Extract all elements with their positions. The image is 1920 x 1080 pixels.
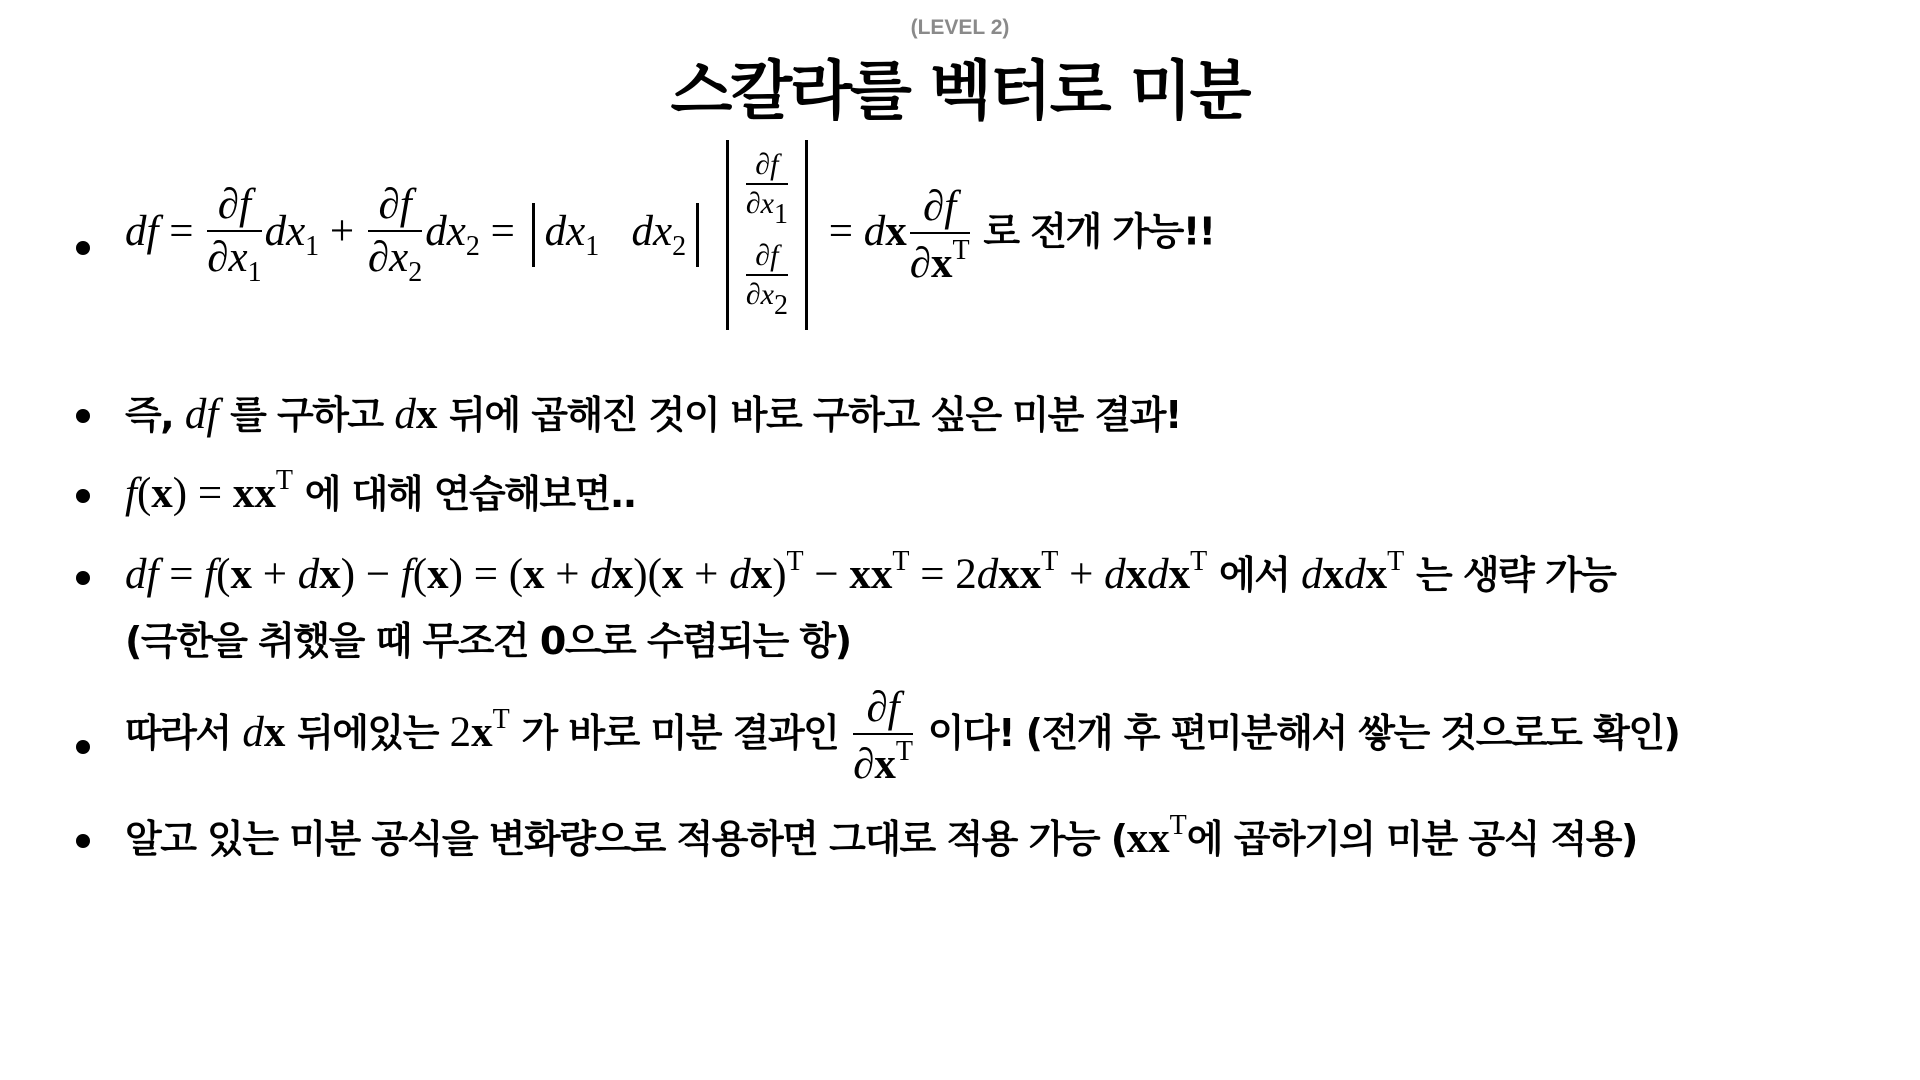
bullet-1-text: 로 전개 가능!! (983, 209, 1215, 254)
formula-df-expansion: df = $\frac{\partial f}{\partial x_1}$ $dx_1$ + $\frac{\partial f}{\partial x_2}$ $dx_2 = dx_1$ $dx_2$ ∂f ∂x1 ∂f ∂x2 = dx $\frac{\partial f}{\partial x^T}$ (125, 208, 983, 255)
level-label: (LEVEL 2) (910, 16, 1010, 39)
bullet-5-mid1: 뒤에있는 (297, 711, 438, 756)
bullet-2-mid: 를 구하고 (230, 393, 383, 437)
bullet-4 (125, 544, 1615, 599)
math-df-dxT: $\frac{\partial f}{\partial x^T}$ (853, 684, 913, 789)
bullet-6-pre: 알고 있는 미분 공식을 변화량으로 적용하면 그대로 적용 가능 ( (125, 817, 1127, 861)
bullet-3 (125, 463, 636, 518)
bullet-dot (76, 571, 90, 585)
fraction: $\frac{\partial f}{\partial x_1}$ (207, 180, 262, 289)
bullet-1 (125, 140, 1215, 330)
bullet-dot (76, 409, 90, 423)
formula-f-of-x: $f(x) = xx^T$ (125, 465, 293, 517)
bullet-2 (125, 384, 1181, 439)
bullet-dot (76, 489, 90, 503)
bullet-2-post: 뒤에 곱해진 것이 바로 구하고 싶은 미분 결과! (449, 393, 1181, 437)
math-xxT: $xx^T$ (1126, 810, 1187, 862)
math-df: df (184, 391, 219, 438)
row-vector: $dx_1$ $dx_2$ (532, 203, 699, 267)
page-title: 스칼라를 벡터로 미분 (670, 55, 1250, 129)
bullet-dot (76, 740, 90, 754)
bullet-5-pre: 따라서 (125, 711, 231, 756)
fraction: $\frac{\partial f}{\partial x_2}$ (367, 180, 423, 289)
formula-df-difference: df = $f(x + dx) - f(x) = (x + dx)(x + dx)^T - xx^T = 2dxx^T$ + dxdx$^T$ (125, 546, 1208, 598)
bullet-5-post: 이다! (전개 후 편미분해서 쌓는 것으로도 확인) (927, 711, 1680, 756)
bullet-2-pre: 즉, (125, 393, 174, 437)
bullet-5-mid2: 가 바로 미분 결과인 (521, 711, 839, 756)
math-dx: dx (242, 709, 286, 757)
bullet-dot (76, 834, 90, 848)
column-vector: ∂f ∂x1 ∂f ∂x2 (726, 140, 808, 330)
fraction: $\frac{\partial f}{\partial x^T}$ (909, 182, 970, 287)
bullet-3-text: 에 대해 연습해보면.. (304, 472, 636, 516)
bullet-6-post: 에 곱하기의 미분 공식 적용) (1186, 817, 1637, 861)
math-2xT: $2x^T$ (449, 704, 510, 757)
bullet-5 (125, 684, 1679, 789)
bullet-4-mid: 에서 (1218, 553, 1290, 597)
math-dx: dx (394, 391, 438, 438)
bullet-4-line-2: (극한을 취했을 때 무조건 0으로 수렴되는 항) (125, 619, 851, 663)
bullet-dot (76, 241, 90, 255)
bullet-4-post: 는 생략 가능 (1415, 553, 1616, 597)
math-dxdxT: dxdx$^T$ (1301, 546, 1405, 598)
bullet-6 (125, 808, 1637, 863)
